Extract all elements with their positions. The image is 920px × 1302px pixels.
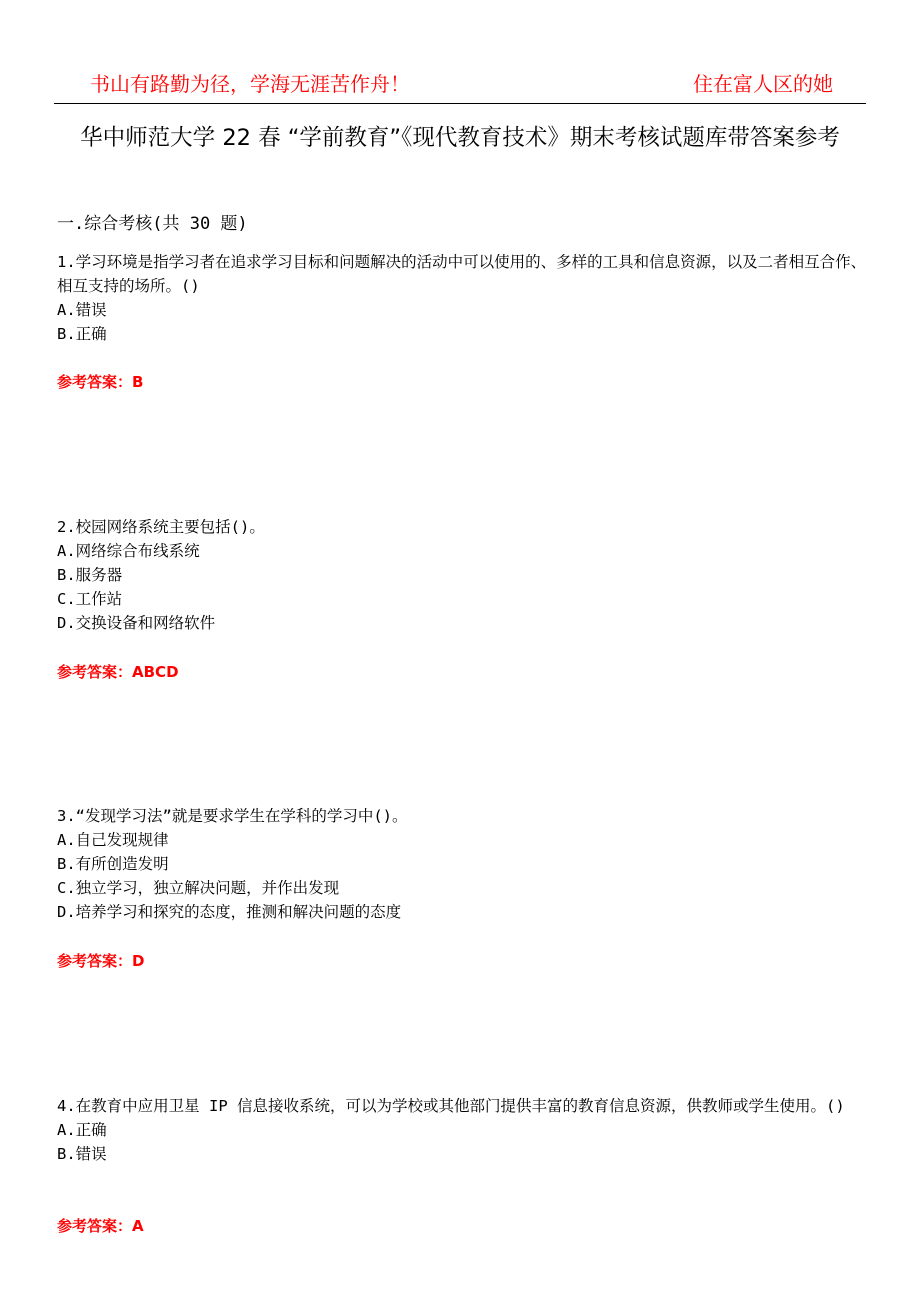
question-4 bbox=[57, 1094, 869, 1166]
question-stem: 3.“发现学习法”就是要求学生在学科的学习中()。 bbox=[57, 807, 408, 825]
header-slogan-left: 书山有路勤为径，学海无涯苦作舟！ bbox=[90, 72, 410, 96]
answer-value: ABCD bbox=[132, 663, 179, 681]
question-option: A.错误 bbox=[57, 301, 107, 319]
question-option: B.正确 bbox=[57, 325, 107, 343]
question-option: C.独立学习，独立解决问题，并作出发现 bbox=[57, 879, 340, 897]
question-option: A.自己发现规律 bbox=[57, 831, 169, 849]
section-heading: 一.综合考核(共 30 题) bbox=[57, 214, 248, 234]
header-divider bbox=[54, 103, 866, 104]
question-stem: 2.校园网络系统主要包括()。 bbox=[57, 518, 265, 536]
question-3 bbox=[57, 804, 869, 924]
answer-value: B bbox=[132, 373, 144, 391]
question-stem: 1.学习环境是指学习者在追求学习目标和问题解决的活动中可以使用的、多样的工具和信息资源，以及二者相互合作、相互支持的场所。() bbox=[57, 253, 867, 295]
document-title: 华中师范大学 22 春 “学前教育”《现代教育技术》期末考核试题库带答案参考 bbox=[80, 125, 840, 151]
answer-line-2 bbox=[57, 661, 179, 683]
question-option: A.网络综合布线系统 bbox=[57, 542, 200, 560]
question-stem: 4.在教育中应用卫星 IP 信息接收系统，可以为学校或其他部门提供丰富的教育信息资源，供教师或学生使用。() bbox=[57, 1097, 845, 1115]
answer-value: A bbox=[132, 1217, 144, 1235]
question-1 bbox=[57, 250, 869, 346]
answer-line-4 bbox=[57, 1215, 144, 1237]
answer-label: 参考答案： bbox=[57, 373, 133, 391]
question-option: D.交换设备和网络软件 bbox=[57, 614, 216, 632]
question-option: B.错误 bbox=[57, 1145, 107, 1163]
question-2 bbox=[57, 515, 869, 635]
answer-label: 参考答案： bbox=[57, 1217, 133, 1235]
answer-label: 参考答案： bbox=[57, 952, 133, 970]
question-option: B.服务器 bbox=[57, 566, 123, 584]
answer-label: 参考答案： bbox=[57, 663, 133, 681]
question-option: A.正确 bbox=[57, 1121, 107, 1139]
header-slogan-right: 住在富人区的她 bbox=[693, 72, 833, 96]
question-option: B.有所创造发明 bbox=[57, 855, 169, 873]
question-option: C.工作站 bbox=[57, 590, 123, 608]
answer-value: D bbox=[132, 952, 145, 970]
answer-line-3 bbox=[57, 950, 144, 972]
question-option: D.培养学习和探究的态度，推测和解决问题的态度 bbox=[57, 903, 402, 921]
answer-line-1 bbox=[57, 371, 143, 393]
